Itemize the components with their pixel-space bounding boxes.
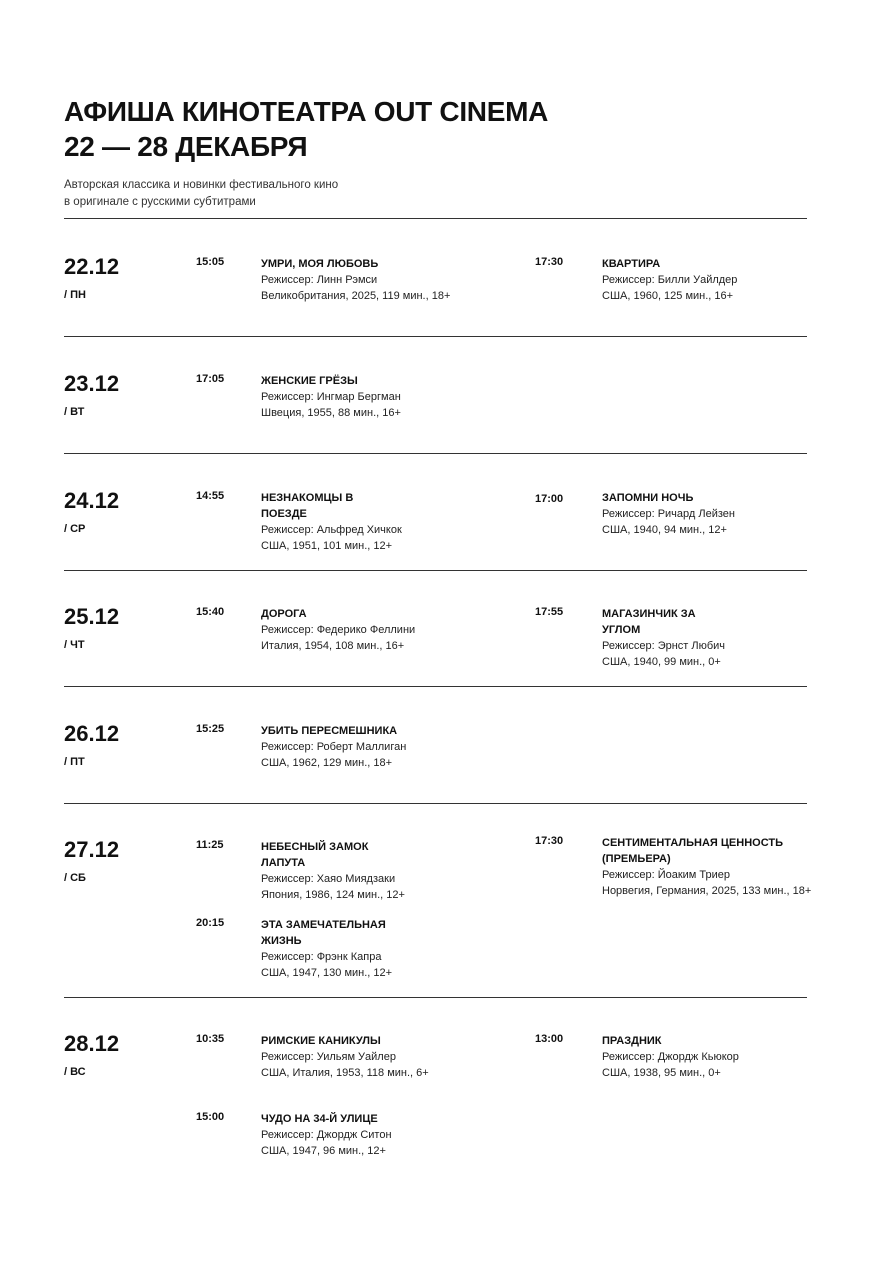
film-director: Режиссер: Уильям Уайлер — [261, 1051, 396, 1063]
film-title: УМРИ, МОЯ ЛЮБОВЬ — [261, 258, 379, 270]
film-info — [602, 256, 737, 304]
film-title: ПРАЗДНИК — [602, 1035, 662, 1047]
day-date: 22.12 — [64, 254, 120, 279]
screening-time: 15:40 — [196, 606, 225, 618]
divider — [64, 686, 807, 687]
film-title: СЕНТИМЕНТАЛЬНАЯ ЦЕННОСТЬ — [602, 837, 783, 849]
film-details: США, Италия, 1953, 118 мин., 6+ — [261, 1067, 429, 1079]
film-info — [602, 490, 735, 538]
film-details: Швеция, 1955, 88 мин., 16+ — [261, 407, 401, 419]
day-date: 25.12 — [64, 604, 120, 629]
day-date: 23.12 — [64, 371, 120, 396]
screening-time: 17:55 — [535, 606, 564, 618]
film-director: Режиссер: Фрэнк Капра — [261, 951, 382, 963]
day-date: 28.12 — [64, 1031, 120, 1056]
film-details: США, 1962, 129 мин., 18+ — [261, 757, 393, 769]
film-info — [261, 839, 405, 903]
film-info — [261, 723, 406, 771]
divider — [64, 803, 807, 804]
day-weekday: / ЧТ — [64, 639, 85, 651]
film-info — [261, 490, 402, 554]
film-director: Режиссер: Линн Рэмси — [261, 274, 378, 286]
film-director: Режиссер: Роберт Маллиган — [261, 741, 407, 753]
day-weekday: / СБ — [64, 872, 86, 884]
subtitle-line: в оригинале с русскими субтитрами — [64, 196, 256, 208]
film-info — [261, 606, 415, 654]
page-title-dates: 22 — 28 ДЕКАБРЯ — [64, 131, 308, 162]
film-director: Режиссер: Джордж Кьюкор — [602, 1051, 739, 1063]
divider — [64, 218, 807, 219]
film-details: Великобритания, 2025, 119 мин., 18+ — [261, 290, 451, 302]
divider — [64, 336, 807, 337]
screening-time: 20:15 — [196, 917, 225, 929]
film-info — [261, 373, 401, 421]
film-director: Режиссер: Йоаким Триер — [602, 869, 731, 881]
screening-time: 15:00 — [196, 1111, 225, 1123]
film-director: Режиссер: Федерико Феллини — [261, 624, 416, 636]
film-details: США, 1947, 96 мин., 12+ — [261, 1145, 386, 1157]
film-info — [602, 835, 811, 899]
screening-time: 17:00 — [535, 493, 564, 505]
page-title-line: АФИША КИНОТЕАТРА OUT CINEMA — [64, 96, 549, 127]
film-details: США, 1960, 125 мин., 16+ — [602, 290, 734, 302]
day-weekday: / ВС — [64, 1066, 86, 1078]
day-weekday: / ПН — [64, 289, 86, 301]
screening-time: 17:30 — [535, 256, 564, 268]
film-title: МАГАЗИНЧИК ЗА УГЛОМ — [602, 608, 696, 636]
film-details: Италия, 1954, 108 мин., 16+ — [261, 640, 405, 652]
screening-time: 10:35 — [196, 1033, 225, 1045]
film-title: ДОРОГА — [261, 608, 307, 620]
film-details: США, 1940, 99 мин., 0+ — [602, 656, 721, 668]
film-title: НЕБЕСНЫЙ ЗАМОК ЛАПУТА — [261, 841, 369, 869]
film-title: КВАРТИРА — [602, 258, 661, 270]
divider — [64, 997, 807, 998]
film-title: ЭТА ЗАМЕЧАТЕЛЬНАЯ ЖИЗНЬ — [261, 919, 386, 947]
film-details: США, 1947, 130 мин., 12+ — [261, 967, 393, 979]
film-title: ЖЕНСКИЕ ГРЁЗЫ — [261, 375, 358, 387]
day-weekday: / ПТ — [64, 756, 85, 768]
screening-time: 15:25 — [196, 723, 225, 735]
page-title — [64, 94, 548, 164]
film-director: Режиссер: Ричард Лейзен — [602, 508, 735, 520]
film-info — [261, 1033, 429, 1081]
film-director: Режиссер: Джордж Ситон — [261, 1129, 392, 1141]
day-date: 26.12 — [64, 721, 120, 746]
page-subtitle — [64, 177, 338, 211]
film-title: ЧУДО НА 34-Й УЛИЦЕ — [261, 1113, 378, 1125]
film-info — [602, 606, 725, 670]
film-director: Режиссер: Эрнст Любич — [602, 640, 726, 652]
film-director: Режиссер: Хаяо Миядзаки — [261, 873, 396, 885]
film-title: РИМСКИЕ КАНИКУЛЫ — [261, 1035, 381, 1047]
film-title: ЗАПОМНИ НОЧЬ — [602, 492, 694, 504]
film-info — [261, 256, 450, 304]
day-date: 24.12 — [64, 488, 120, 513]
screening-time: 17:05 — [196, 373, 225, 385]
film-info — [602, 1033, 739, 1081]
screening-time: 15:05 — [196, 256, 225, 268]
screening-time: 13:00 — [535, 1033, 564, 1045]
film-details: Япония, 1986, 124 мин., 12+ — [261, 889, 405, 901]
subtitle-line: Авторская классика и новинки фестивального кино — [64, 179, 339, 191]
film-details: США, 1951, 101 мин., 12+ — [261, 540, 393, 552]
film-director: Режиссер: Ингмар Бергман — [261, 391, 401, 403]
day-date: 27.12 — [64, 837, 120, 862]
divider — [64, 453, 807, 454]
divider — [64, 570, 807, 571]
screening-time: 17:30 — [535, 835, 564, 847]
film-info — [261, 917, 392, 981]
screening-time: 11:25 — [196, 839, 224, 851]
film-details: США, 1940, 94 мин., 12+ — [602, 524, 727, 536]
film-title: НЕЗНАКОМЦЫ В ПОЕЗДЕ — [261, 492, 354, 520]
film-details: США, 1938, 95 мин., 0+ — [602, 1067, 721, 1079]
film-director: Режиссер: Альфред Хичкок — [261, 524, 402, 536]
screening-time: 14:55 — [196, 490, 225, 502]
film-premiere-label: (ПРЕМЬЕРА) — [602, 853, 671, 865]
film-title: УБИТЬ ПЕРЕСМЕШНИКА — [261, 725, 398, 737]
film-details: Норвегия, Германия, 2025, 133 мин., 18+ — [602, 885, 812, 897]
film-info — [261, 1111, 392, 1159]
day-weekday: / СР — [64, 523, 86, 535]
day-weekday: / ВТ — [64, 406, 85, 418]
film-director: Режиссер: Билли Уайлдер — [602, 274, 738, 286]
